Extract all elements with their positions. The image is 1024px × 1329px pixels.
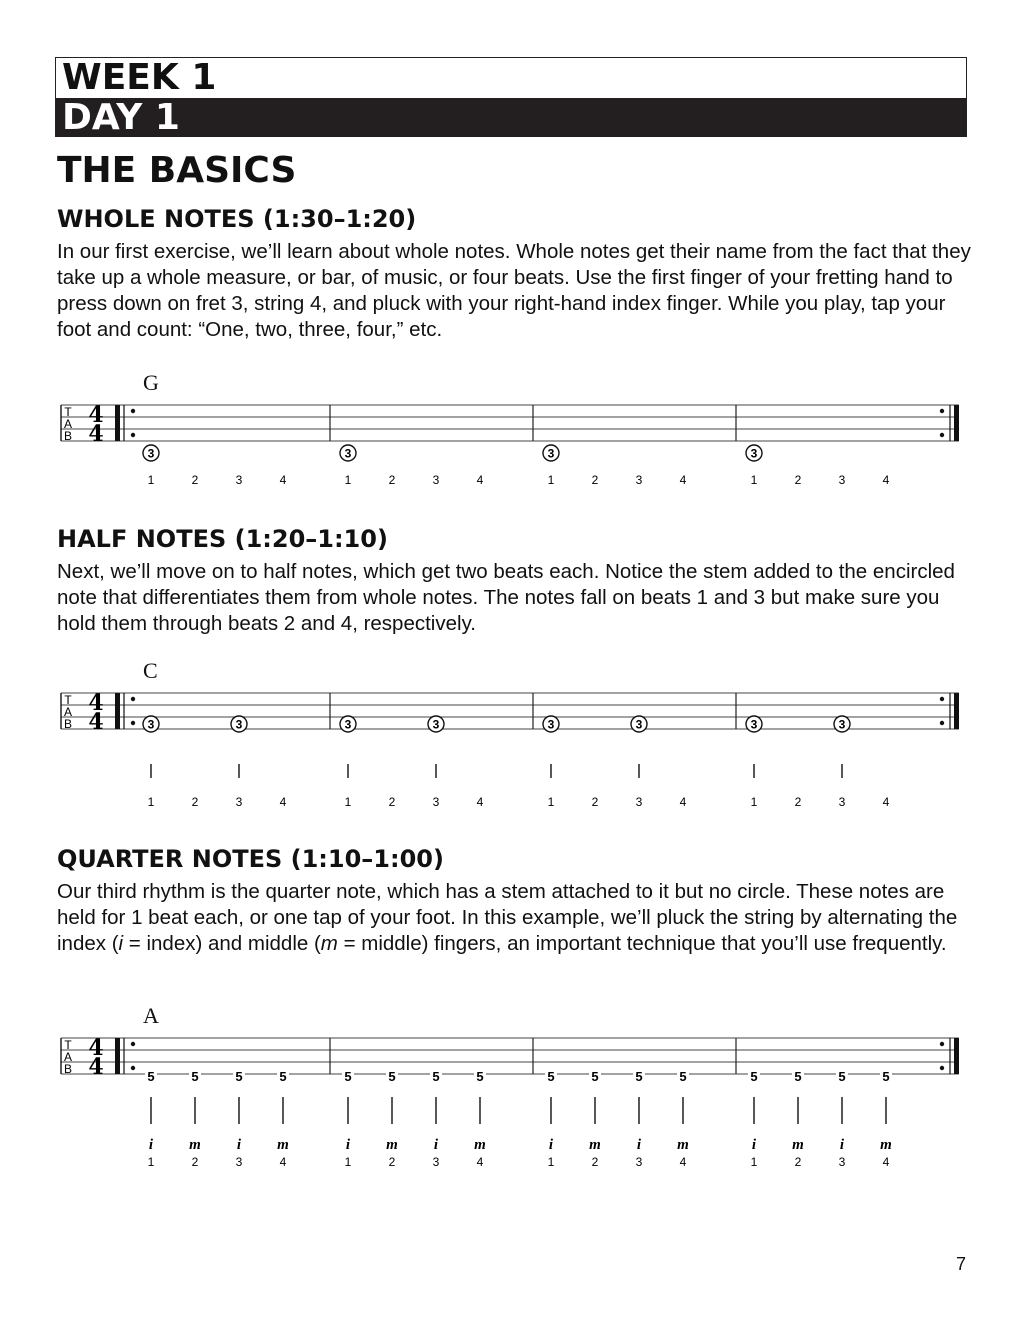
repeat-start-thick-bar <box>115 405 120 441</box>
section-text-half-notes: Next, we’ll move on to half notes, which get two beats each. Notice the stem added to the encircled note that differentiates them from whole notes. The notes fall on beats 1 and 3 but make sure you hold them through beats 2 and 4, respectively. <box>57 560 955 635</box>
beat-count: 3 <box>432 1155 440 1169</box>
repeat-dot <box>940 409 944 413</box>
beat-count: 3 <box>838 795 846 809</box>
tab-letter-a: A <box>63 1050 73 1064</box>
time-signature-bottom: 4 <box>88 1054 104 1080</box>
finger-label: m <box>880 1137 892 1153</box>
beat-count: 2 <box>794 1155 802 1169</box>
beat-count: 2 <box>794 473 802 487</box>
time-signature-bottom: 4 <box>88 421 104 447</box>
page-number: 7 <box>956 1254 967 1274</box>
section-text-whole-notes: In our first exercise, we’ll learn about whole notes. Whole notes get their name from the fact that they take up a whole measure, or bar, of music, or four beats. Use the first finger of your fretting hand to press down on fret 3, string 4, and pluck with your right-hand index finger. While you play, tap your foot and count: “One, two, three, four,” etc. <box>57 240 971 341</box>
beat-count: 4 <box>679 1155 687 1169</box>
finger-label: i <box>548 1137 554 1153</box>
finger-label: m <box>474 1137 486 1153</box>
fret-number: 3 <box>547 717 555 732</box>
beat-count: 3 <box>635 473 643 487</box>
section-heading-quarter-notes: QUARTER NOTES (1:10–1:00) <box>57 845 444 873</box>
beat-count: 1 <box>344 795 352 809</box>
tab-letter-b: B <box>63 1062 73 1076</box>
finger-label: i <box>345 1137 351 1153</box>
time-signature-top: 4 <box>88 402 104 428</box>
beat-count: 2 <box>191 473 199 487</box>
finger-label: i <box>839 1137 845 1153</box>
repeat-end-thick-bar <box>954 405 959 441</box>
finger-label: m <box>277 1137 289 1153</box>
beat-count: 1 <box>750 473 758 487</box>
tab-staff-quarter-notes <box>0 1031 1024 1176</box>
beat-count: 2 <box>591 1155 599 1169</box>
beat-count: 1 <box>344 1155 352 1169</box>
beat-count: 4 <box>882 795 890 809</box>
repeat-dot <box>940 1042 944 1046</box>
week-label: WEEK 1 <box>62 57 217 98</box>
fret-number: 5 <box>235 1069 243 1084</box>
repeat-dot <box>940 721 944 725</box>
fret-number: 5 <box>191 1069 199 1084</box>
fret-number: 5 <box>476 1069 484 1084</box>
fret-number: 3 <box>235 717 243 732</box>
beat-count: 4 <box>882 473 890 487</box>
fret-number: 3 <box>344 446 352 461</box>
beat-count: 4 <box>476 473 484 487</box>
fret-number: 3 <box>147 446 155 461</box>
finger-label: m <box>677 1137 689 1153</box>
section-heading-whole-notes: WHOLE NOTES (1:30–1:20) <box>57 205 417 233</box>
tab-letter-t: T <box>64 1038 72 1052</box>
beat-count: 2 <box>191 795 199 809</box>
beat-count: 3 <box>635 795 643 809</box>
beat-count: 3 <box>838 473 846 487</box>
fret-number: 5 <box>344 1069 352 1084</box>
fret-number: 5 <box>432 1069 440 1084</box>
beat-count: 4 <box>476 1155 484 1169</box>
fret-number: 3 <box>635 717 643 732</box>
fret-number: 5 <box>388 1069 396 1084</box>
repeat-dot <box>131 721 135 725</box>
week-day-header <box>55 57 967 137</box>
beat-count: 3 <box>235 795 243 809</box>
finger-label: m <box>386 1137 398 1153</box>
finger-label: m <box>792 1137 804 1153</box>
beat-count: 2 <box>388 473 396 487</box>
beat-count: 1 <box>344 473 352 487</box>
fret-number: 5 <box>591 1069 599 1084</box>
beat-count: 2 <box>591 473 599 487</box>
fret-number: 5 <box>882 1069 890 1084</box>
page-title: THE BASICS <box>57 150 297 191</box>
chord-symbol-g: G <box>143 370 159 395</box>
beat-count: 3 <box>432 473 440 487</box>
beat-count: 2 <box>191 1155 199 1169</box>
beat-count: 2 <box>794 795 802 809</box>
fret-number: 5 <box>279 1069 287 1084</box>
beat-count: 3 <box>432 795 440 809</box>
fret-number: 3 <box>547 446 555 461</box>
repeat-dot <box>131 433 135 437</box>
repeat-dot <box>940 433 944 437</box>
time-signature-top: 4 <box>88 1035 104 1061</box>
fret-number: 5 <box>547 1069 555 1084</box>
tab-letter-a: A <box>63 417 73 431</box>
beat-count: 1 <box>147 1155 155 1169</box>
repeat-end-thick-bar <box>954 693 959 729</box>
section-heading-half-notes: HALF NOTES (1:20–1:10) <box>57 525 388 553</box>
finger-label: i <box>636 1137 642 1153</box>
beat-count: 3 <box>838 1155 846 1169</box>
beat-count: 2 <box>591 795 599 809</box>
beat-count: 4 <box>279 473 287 487</box>
fret-number: 5 <box>147 1069 155 1084</box>
time-signature-bottom: 4 <box>88 709 104 735</box>
repeat-dot <box>940 697 944 701</box>
fret-number: 3 <box>838 717 846 732</box>
chord-symbol-a: A <box>143 1003 159 1028</box>
beat-count: 3 <box>635 1155 643 1169</box>
tab-letter-t: T <box>64 693 72 707</box>
beat-count: 1 <box>547 795 555 809</box>
finger-label: i <box>148 1137 154 1153</box>
repeat-dot <box>131 697 135 701</box>
beat-count: 4 <box>279 795 287 809</box>
tab-letter-a: A <box>63 705 73 719</box>
day-label: DAY 1 <box>56 98 966 137</box>
beat-count: 2 <box>388 795 396 809</box>
beat-count: 2 <box>388 1155 396 1169</box>
fret-number: 3 <box>750 446 758 461</box>
beat-count: 4 <box>476 795 484 809</box>
beat-count: 1 <box>750 795 758 809</box>
finger-label: i <box>751 1137 757 1153</box>
repeat-start-thick-bar <box>115 693 120 729</box>
tab-staff-half-notes <box>0 686 1024 810</box>
beat-count: 1 <box>547 1155 555 1169</box>
fret-number: 3 <box>432 717 440 732</box>
chord-symbol-c: C <box>143 658 158 683</box>
repeat-dot <box>940 1066 944 1070</box>
repeat-dot <box>131 409 135 413</box>
tab-letter-t: T <box>64 405 72 419</box>
beat-count: 1 <box>547 473 555 487</box>
fret-number: 5 <box>794 1069 802 1084</box>
fret-number: 5 <box>635 1069 643 1084</box>
beat-count: 4 <box>279 1155 287 1169</box>
beat-count: 4 <box>679 795 687 809</box>
fret-number: 5 <box>750 1069 758 1084</box>
repeat-dot <box>131 1066 135 1070</box>
tab-staff-whole-notes <box>0 398 1024 494</box>
fret-number: 5 <box>838 1069 846 1084</box>
beat-count: 1 <box>750 1155 758 1169</box>
repeat-dot <box>131 1042 135 1046</box>
finger-label: m <box>189 1137 201 1153</box>
beat-count: 4 <box>882 1155 890 1169</box>
time-signature-top: 4 <box>88 690 104 716</box>
section-text-quarter-notes: Our third rhythm is the quarter note, which has a stem attached to it but no circle. These notes are held for 1 beat each, or one tap of your foot. In this example, we’ll pluck the string by alternating the index (i = index) and middle (m = middle) fingers, an important technique that you’ll use frequently. <box>57 880 958 955</box>
finger-label: i <box>236 1137 242 1153</box>
fret-number: 3 <box>344 717 352 732</box>
finger-label: m <box>589 1137 601 1153</box>
repeat-end-thick-bar <box>954 1038 959 1074</box>
beat-count: 4 <box>679 473 687 487</box>
repeat-start-thick-bar <box>115 1038 120 1074</box>
fret-number: 5 <box>679 1069 687 1084</box>
tab-letter-b: B <box>63 717 73 731</box>
fret-number: 3 <box>147 717 155 732</box>
fret-number: 3 <box>750 717 758 732</box>
tab-letter-b: B <box>63 429 73 443</box>
beat-count: 1 <box>147 795 155 809</box>
beat-count: 1 <box>147 473 155 487</box>
beat-count: 3 <box>235 1155 243 1169</box>
finger-label: i <box>433 1137 439 1153</box>
beat-count: 3 <box>235 473 243 487</box>
